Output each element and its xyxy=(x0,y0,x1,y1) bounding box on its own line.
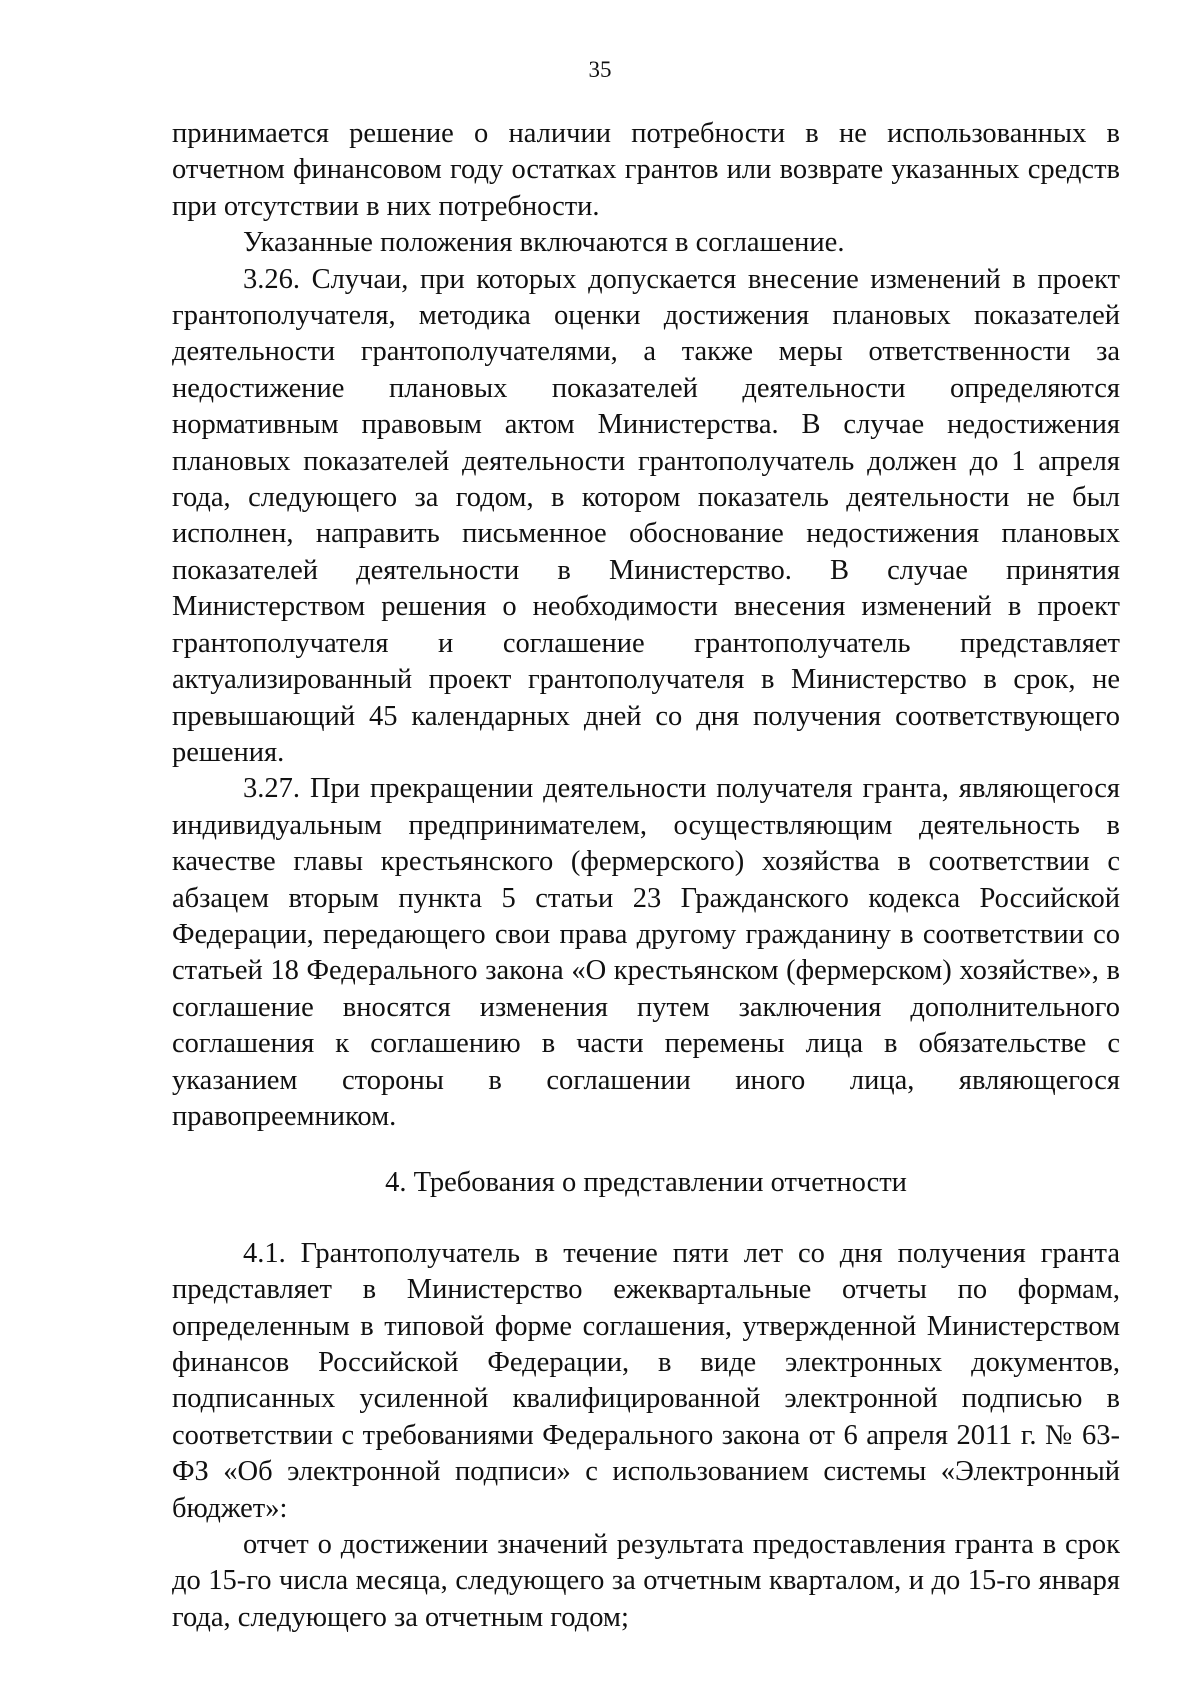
section-heading-reporting: 4. Требования о представлении отчетности xyxy=(385,1167,907,1199)
document-body xyxy=(172,116,1120,1636)
paragraph-provisions-included: Указанные положения включаются в соглашение. xyxy=(243,227,845,259)
paragraph-3-27: 3.27. При прекращении деятельности получателя гранта, являющегося индивидуальным предпринимателем, осуществляющим деятельность в качестве главы крестьянского (фермерского) хозяйства в соответствии с абзацем вторым пункта 5 статьи 23 Гражданского кодекса Российской Федерации, передающего свои права другому гражданину в соответствии со статьей 18 Федерального закона «О крестьянском (фермерском) хозяйстве», в соглашение вносятся изменения путем заключения дополнительного соглашения к соглашению в части перемены лица в обязательстве с указанием стороны в соглашении иного лица, являющегося правопреемником. xyxy=(172,773,1120,1132)
paragraph-continuation: принимается решение о наличии потребности в не использованных в отчетном финансовом году остатках грантов или возврате указанных средств при отсутствии в них потребности. xyxy=(172,118,1120,222)
paragraph-4-1: 4.1. Грантополучатель в течение пяти лет со дня получения гранта представляет в Министерство ежеквартальные отчеты по формам, определенным в типовой форме соглашения, утвержденной Министерством финансов Российской Федерации, в виде электронных документов, подписанных усиленной квалифицированной электронной подписью в соответствии с требованиями Федерального закона от 6 апреля 2011 г. № 63-ФЗ «Об электронной подписи» с использованием системы «Электронный бюджет»: xyxy=(172,1237,1120,1524)
paragraph-3-26: 3.26. Случаи, при которых допускается внесение изменений в проект грантополучателя, методика оценки достижения плановых показателей деятельности грантополучателями, а также меры ответственности за недостижение плановых показателей деятельности определяются нормативным правовым актом Министерства. В случае недостижения плановых показателей деятельности грантополучатель должен до 1 апреля года, следующего за годом, в котором показатель деятельности не был исполнен, направить письменное обоснование недостижения плановых показателей деятельности в Министерство. В случае принятия Министерством решения о необходимости внесения изменений в проект грантополучателя и соглашение грантополучатель представляет актуализированный проект грантополучателя в Министерство в срок, не превышающий 45 календарных дней со дня получения соответствующего решения. xyxy=(172,263,1120,768)
page-number: 35 xyxy=(588,57,612,82)
paragraph-report-item: отчет о достижении значений результата предоставления гранта в срок до 15-го числа месяца, следующего за отчетным кварталом, и до 15-го января года, следующего за отчетным годом; xyxy=(172,1529,1120,1633)
